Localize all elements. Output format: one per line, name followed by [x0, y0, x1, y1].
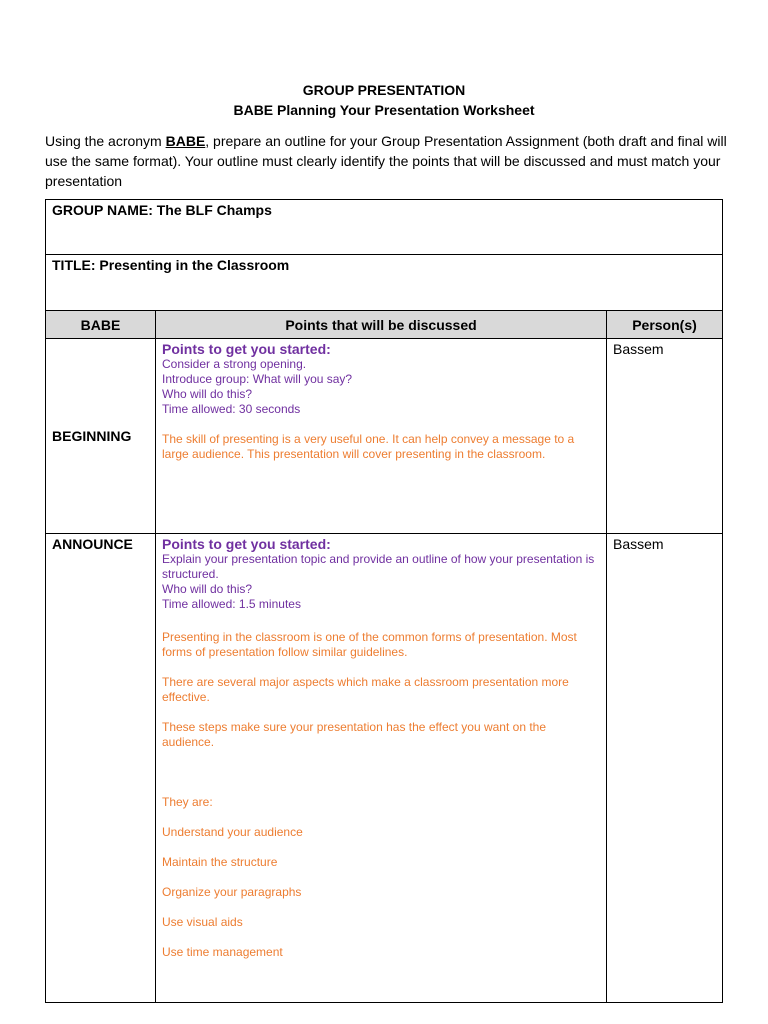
answer-text: These steps make sure your presentation has the effect you want on the audience.: [162, 720, 547, 749]
starter-heading: Points to get you started:: [162, 341, 331, 357]
prompt-text: Consider a strong opening.: [162, 357, 307, 371]
list-item: Organize your paragraphs: [162, 885, 302, 899]
table-row: [46, 339, 723, 534]
header-points: Points that will be discussed: [156, 311, 607, 339]
person-cell: Bassem: [607, 534, 723, 1003]
prompt-text: Time allowed: 30 seconds: [162, 402, 301, 416]
document-title: GROUP PRESENTATION: [302, 82, 466, 98]
prompt-text: Time allowed: 1.5 minutes: [162, 597, 301, 611]
prompt-text: Introduce group: What will you say?: [162, 372, 353, 386]
answer-text: They are:: [162, 795, 213, 809]
answer-text: The skill of presenting is a very useful one. It can help convey a message to a large audience. This presentation will cover presenting in the classroom.: [162, 432, 575, 461]
intro-pre: Using the acronym: [45, 133, 166, 149]
prompt-text: Explain your presentation topic and provide an outline of how your presentation is structured.: [162, 552, 595, 581]
answer-text: There are several major aspects which make a classroom presentation more effective.: [162, 675, 569, 704]
answer-text: Presenting in the classroom is one of the common forms of presentation. Most forms of presentation follow similar guidelines.: [162, 630, 577, 659]
table-row: [46, 534, 723, 1003]
group-name-field: GROUP NAME: The BLF Champs: [46, 200, 723, 255]
list-item: Use visual aids: [162, 915, 243, 929]
person-cell: Bassem: [607, 339, 723, 534]
prompt-text: Who will do this?: [162, 582, 253, 596]
points-cell: [156, 534, 607, 1003]
points-cell: [156, 339, 607, 534]
document-subtitle: BABE Planning Your Presentation Worksheet: [233, 102, 535, 118]
list-item: Use time management: [162, 945, 283, 959]
prompt-text: Who will do this?: [162, 387, 253, 401]
table-header-row: [46, 311, 723, 339]
starter-heading: Points to get you started:: [162, 536, 331, 552]
header-persons: Person(s): [607, 311, 723, 339]
intro-acronym: BABE: [165, 133, 206, 149]
list-item: Understand your audience: [162, 825, 303, 839]
list-item: Maintain the structure: [162, 855, 278, 869]
intro-paragraph: [45, 131, 735, 191]
title-field: TITLE: Presenting in the Classroom: [46, 255, 723, 311]
header-babe: BABE: [46, 311, 156, 339]
intro-post: , prepare an outline for your Group Presentation Assignment (both draft and final will use the same format). Your outline must clearly identify the points that will be discussed and must match your presentation: [45, 133, 727, 189]
babe-label: ANNOUNCE: [46, 534, 156, 1003]
worksheet-table: [45, 199, 723, 1003]
babe-label: BEGINNING: [46, 339, 156, 534]
